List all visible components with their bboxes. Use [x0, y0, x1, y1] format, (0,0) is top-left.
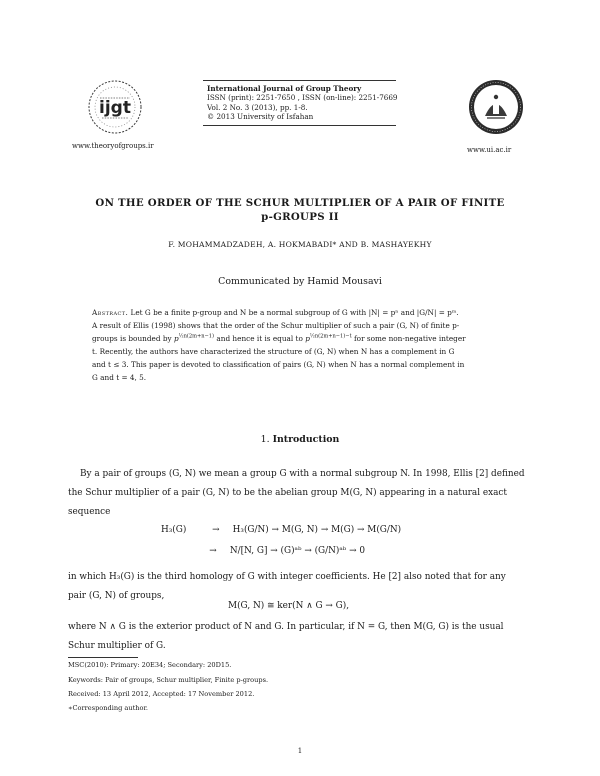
- footnote-msc: MSC(2010): Primary: 20E34; Secondary: 20D15.: [68, 661, 232, 669]
- eq1-rest-2: N/[N, G] → (G)ᵃᵇ → (G/N)ᵃᵇ → 0: [229, 546, 366, 556]
- abstract-line-4: t. Recently, the authors have characterized the structure of (G, N) when N has a complement in G: [92, 347, 455, 356]
- journal-info: [207, 84, 398, 122]
- p3-line-1: where N ∧ G is the exterior product of N and G. In particular, if N = G, then M(G, G) is the usual: [68, 622, 504, 632]
- exact-sequence-line-1: [161, 525, 401, 535]
- footnote-received: Received: 13 April 2012, Accepted: 17 November 2012.: [68, 690, 255, 698]
- abstract: Abstract. Let G be a finite p-group and N be a normal subgroup of G with |N| = pⁿ and |G/N| = pᵐ. A result of Ellis (1998) shows that the order of the Schur multiplier of such a pair (G, N) of finite p- groups is bounded by $p^{\frac{1}{2}n(2m+n-1)}$ and hence it is equal to $p^{\frac{1}{2}n(2m+n-1)-t}$ for some non-negative integer t. Recently, the authors have characterized the structure of (G, N) when N has a complement in G and t ≤ 3. This paper is devoted to classification of pairs (G, N) when N has a normal complement in G and t = 4, 5.: [92, 306, 500, 384]
- journal-name: International Journal of Group Theory: [207, 84, 362, 93]
- page-number: 1: [297, 747, 303, 755]
- bound-exponent: ½n(2m+n−1): [178, 333, 215, 340]
- authors: F. MOHAMMADZADEH, A. HOKMABADI* AND B. MASHAYEKHY: [168, 240, 432, 249]
- p1-line-1: By a pair of groups (G, N) we mean a group G with a normal subgroup N. In 1998, Ellis [2] defined: [80, 469, 525, 479]
- abstract-line-1: Let G be a finite p-group and N be a normal subgroup of G with |N| = pⁿ and |G/N| = pᵐ.: [130, 308, 459, 317]
- order-exponent: ½n(2m+n−1)−t: [309, 333, 352, 340]
- p1-line-2: the Schur multiplier of a pair (G, N) to be the abelian group M(G, N) appearing in a natural exact: [68, 488, 507, 498]
- exact-sequence-line-2: [199, 546, 365, 556]
- ijgt-logo: [86, 78, 144, 136]
- footnote-corresponding: ∗Corresponding author.: [68, 704, 148, 712]
- p3-line-2: Schur multiplier of G.: [68, 641, 166, 651]
- right-url[interactable]: www.ui.ac.ir: [467, 146, 512, 154]
- abstract-line-3c: for some non-negative integer: [353, 334, 466, 343]
- university-seal-icon: [467, 78, 525, 136]
- header-rule-bottom: [203, 125, 396, 126]
- title-line-2: p-GROUPS II: [261, 211, 339, 223]
- abstract-label: Abstract.: [92, 308, 129, 317]
- title-line-1: ON THE ORDER OF THE SCHUR MULTIPLIER OF A PAIR OF FINITE: [95, 197, 505, 209]
- communicated-by: Communicated by Hamid Mousavi: [218, 276, 382, 287]
- eq1-arrow-1: →: [212, 525, 220, 535]
- abstract-line-6: G and t = 4, 5.: [92, 373, 147, 382]
- p2-line-1: in which H₃(G) is the third homology of G with integer coefficients. He [2] also noted that for any: [68, 572, 506, 582]
- section-heading: [40, 434, 560, 445]
- issn: ISSN (print): 2251-7650 , ISSN (on-line): 2251-7669: [207, 93, 398, 103]
- abstract-line-3b: and hence it is equal to: [216, 334, 303, 343]
- paragraph-1: [68, 465, 548, 522]
- footnote-rule: [68, 657, 138, 658]
- paragraph-3: [68, 618, 548, 656]
- section-title: Introduction: [272, 434, 340, 445]
- schur-multiplier-kernel-equation: M(G, N) ≅ ker(N ∧ G → G),: [228, 601, 350, 611]
- abstract-line-2: A result of Ellis (1998) shows that the order of the Schur multiplier of such a pair (G, N) of finite p-: [92, 321, 460, 330]
- left-url[interactable]: www.theoryofgroups.ir: [72, 142, 154, 150]
- abstract-line-5: and t ≤ 3. This paper is devoted to classification of pairs (G, N) when N has a normal complement in: [92, 360, 465, 369]
- abstract-line-3a: groups is bounded by: [92, 334, 172, 343]
- eq1-arrow-2: →: [209, 546, 217, 556]
- volume: Vol. 2 No. 3 (2013), pp. 1-8.: [207, 102, 308, 112]
- paper-title: [40, 196, 560, 224]
- p1-line-3: sequence: [68, 507, 111, 517]
- eq1-h3g: H₃(G): [161, 525, 187, 535]
- copyright: © 2013 University of Isfahan: [207, 112, 314, 122]
- section-number: 1.: [260, 434, 270, 445]
- logo-text: ijgt: [99, 98, 131, 118]
- p2-line-2: pair (G, N) of groups,: [68, 591, 165, 601]
- footnote-keywords: Keywords: Pair of groups, Schur multiplier, Finite p-groups.: [68, 676, 269, 684]
- header-rule-top: [203, 80, 396, 81]
- eq1-rest-1: H₃(G/N) → M(G, N) → M(G) → M(G/N): [232, 525, 402, 535]
